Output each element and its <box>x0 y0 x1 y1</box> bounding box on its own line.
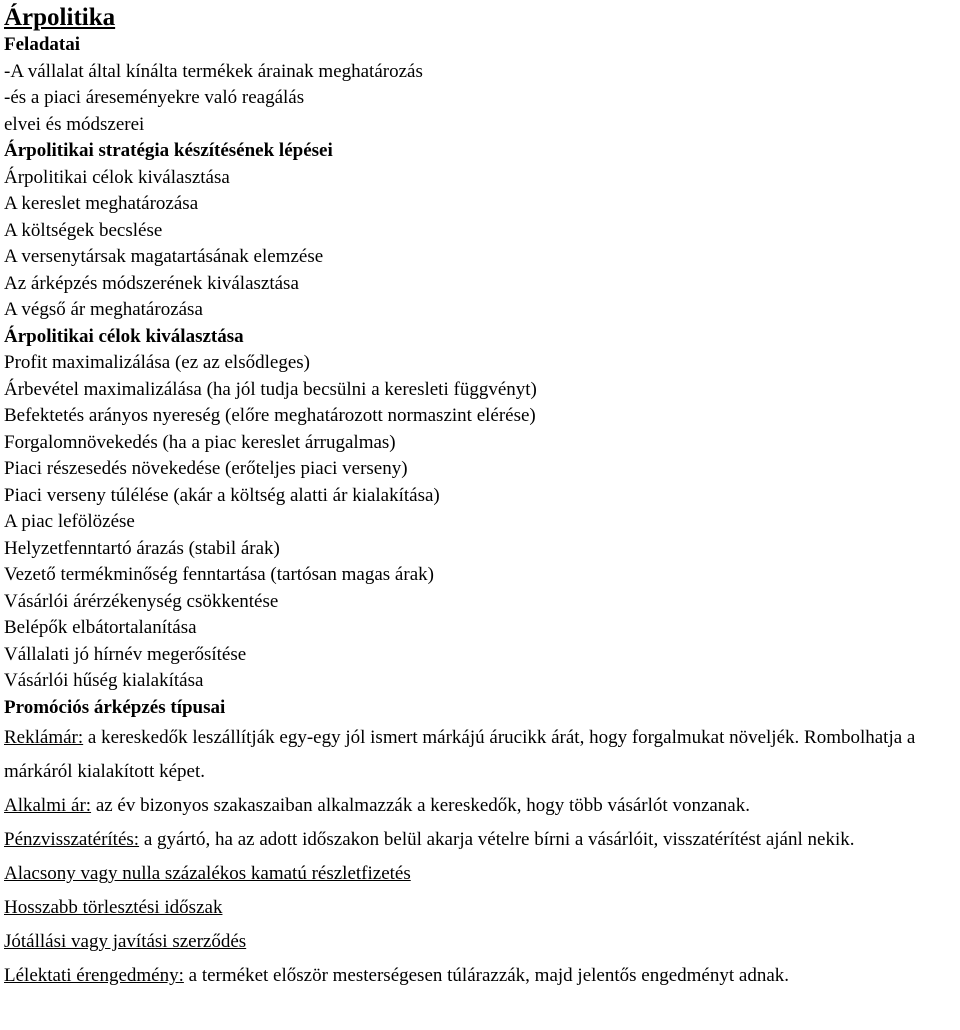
text-line: Befektetés arányos nyereség (előre meghatározott normaszint elérése) <box>4 405 536 426</box>
promo-item-reklamar <box>4 721 960 789</box>
promo-term: Hosszabb törlesztési időszak <box>4 897 223 918</box>
promo-term: Alkalmi ár: <box>4 795 92 816</box>
section-heading-promocios: Promóciós árképzés típusai <box>4 696 226 718</box>
promo-term: Lélektati érengedmény: <box>4 965 184 986</box>
text-line: Vásárlói árérzékenység csökkentése <box>4 590 279 612</box>
text-line: -A vállalat által kínálta termékek árainak meghatározás <box>4 60 423 82</box>
section-heading-lepesek: Árpolitikai stratégia készítésének lépései <box>4 140 333 161</box>
text-line: Piaci részesedés növekedése (erőteljes piaci verseny) <box>4 458 408 479</box>
text-line: A végső ár meghatározása <box>4 299 203 320</box>
text-line: Piaci verseny túlélése (akár a költség alatti ár kialakítása) <box>4 484 440 506</box>
text-line: A piac lefölözése <box>4 511 135 532</box>
promo-description: a gyártó, ha az adott időszakon belül akarja vételre bírni a vásárlóit, visszatérítést ajánl nekik. <box>139 829 855 850</box>
text-line: Forgalomnövekedés (ha a piac kereslet árrugalmas) <box>4 431 396 453</box>
text-line: Vezető termékminőség fenntartása (tartósan magas árak) <box>4 564 434 585</box>
section-heading-celok: Árpolitikai célok kiválasztása <box>4 325 244 347</box>
promo-description: az év bizonyos szakaszaiban alkalmazzák a kereskedők, hogy több vásárlót vonzanak. <box>91 795 750 816</box>
text-line: Belépők elbátortalanítása <box>4 617 197 638</box>
text-line: Profit maximalizálása (ez az elsődleges) <box>4 352 310 373</box>
text-line: Helyzetfenntartó árazás (stabil árak) <box>4 537 280 559</box>
page-title: Árpolitika <box>4 4 116 31</box>
text-line: Az árképzés módszerének kiválasztása <box>4 272 299 294</box>
promo-item-jotallas <box>4 925 960 959</box>
promo-item-reszletfizetes <box>4 857 960 891</box>
promo-term: Reklámár: <box>4 727 84 748</box>
promo-item-alkalmi-ar <box>4 789 960 823</box>
text-line: elvei és módszerei <box>4 113 145 135</box>
text-line: Árpolitikai célok kiválasztása <box>4 166 230 188</box>
promo-term: Pénzvisszatérítés: <box>4 829 140 850</box>
text-line: A versenytársak magatartásának elemzése <box>4 246 324 267</box>
text-line: Vállalati jó hírnév megerősítése <box>4 643 247 665</box>
text-line: -és a piaci áreseményekre való reagálás <box>4 87 305 108</box>
text-line: Vásárlói hűség kialakítása <box>4 670 204 691</box>
promo-term: Alacsony vagy nulla százalékos kamatú részletfizetés <box>4 863 411 884</box>
promo-item-torlesztesi-idoszak <box>4 891 960 925</box>
section-heading-feladatai: Feladatai <box>4 34 80 55</box>
promo-item-penzvisszaterites <box>4 823 960 857</box>
text-line: A kereslet meghatározása <box>4 193 199 214</box>
text-line: A költségek becslése <box>4 219 163 241</box>
promo-term: Jótállási vagy javítási szerződés <box>4 931 247 952</box>
promo-description: a terméket először mesterségesen túlárazzák, majd jelentős engedményt adnak. <box>183 965 789 986</box>
text-line: Árbevétel maximalizálása (ha jól tudja becsülni a keresleti függvényt) <box>4 378 537 400</box>
promo-description: a kereskedők leszállítják egy-egy jól ismert márkájú árucikk árát, hogy forgalmukat növeljék. Rombolhatja a márkáról kialakított képet. <box>4 727 916 782</box>
promo-item-lelektani-engedmeny <box>4 959 960 993</box>
